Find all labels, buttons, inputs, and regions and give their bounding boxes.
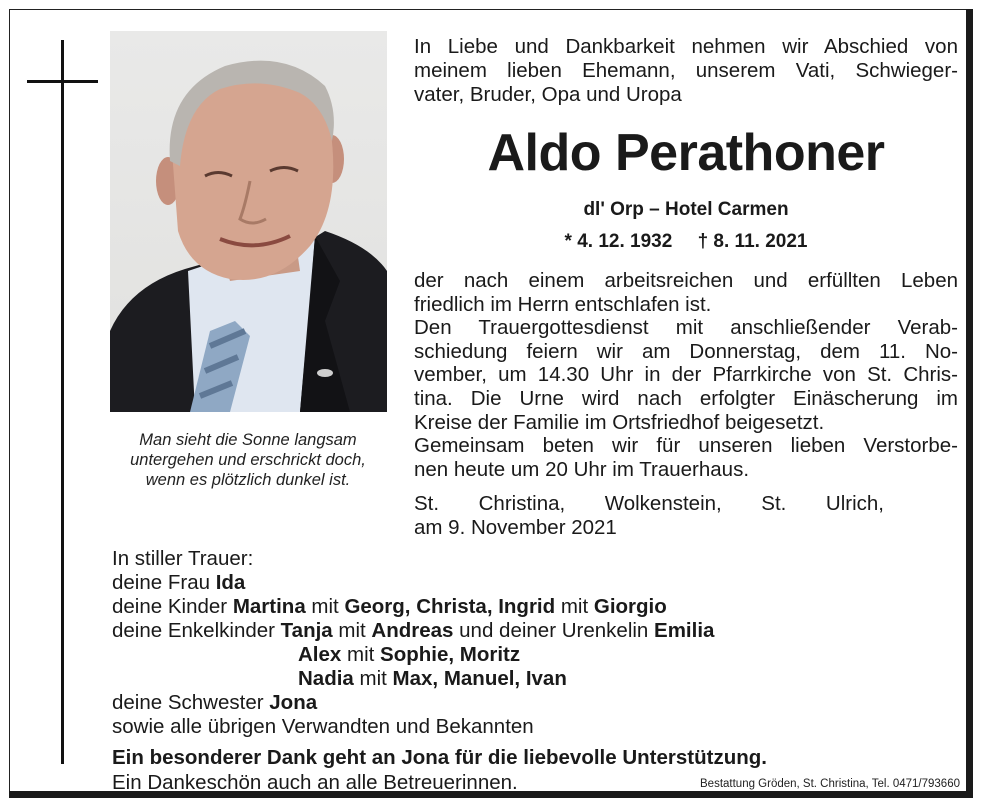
place-date <box>414 492 884 540</box>
mourner-row-grandchildren <box>112 619 912 643</box>
mourner-connector: mit <box>332 619 372 642</box>
frame-shadow-right <box>966 9 973 798</box>
mourner-connector: mit <box>353 667 393 690</box>
body-line: vember, um 14.30 Uhr in der Pfarrkirche von St. Chris- <box>414 363 958 387</box>
quote-line: Man sieht die Sonne langsam <box>139 431 357 449</box>
mourners-list <box>112 547 912 739</box>
intro-text <box>414 35 958 107</box>
mourner-relation: und deiner Urenkelin <box>453 619 655 642</box>
mourner-connector: mit <box>555 595 594 618</box>
body-line: Kreise der Familie im Ortsfriedhof beigesetzt. <box>414 410 825 434</box>
place-line: St. Christina, Wolkenstein, St. Ulrich, <box>414 492 884 515</box>
mourner-name: Alex <box>298 643 342 666</box>
deceased-name: Aldo Perathoner <box>487 124 885 182</box>
portrait-illustration <box>110 31 387 412</box>
death-date: † 8. 11. 2021 <box>697 231 808 252</box>
body-line: der nach einem arbeitsreichen und erfüllten Leben <box>414 269 958 292</box>
deceased-subtitle: dl' Orp – Hotel Carmen <box>583 199 789 220</box>
thanks-line: Ein Dankeschön auch an alle Betreuerinnen. <box>112 771 518 794</box>
mourner-name: Max, Manuel, Ivan <box>392 667 567 690</box>
mourner-name: Emilia <box>654 619 715 642</box>
mourner-name: Nadia <box>298 667 354 690</box>
mourner-relation: deine Kinder <box>112 595 233 618</box>
mourner-relation: deine Frau <box>112 571 216 594</box>
body-line: tina. Die Urne wird nach erfolgter Einäscherung im <box>414 386 958 410</box>
mourner-name: Tanja <box>280 619 333 642</box>
mourner-connector: mit <box>305 595 345 618</box>
funeral-home-credit: Bestattung Gröden, St. Christina, Tel. 0471/793660 <box>700 778 960 790</box>
mourner-relation: deine Schwester <box>112 691 270 714</box>
mourner-name: Martina <box>232 595 306 618</box>
intro-line: vater, Bruder, Opa und Uropa <box>414 83 682 106</box>
mourner-name: Andreas <box>371 619 454 642</box>
mourner-row-grandchild <box>112 643 912 667</box>
quote <box>106 430 390 490</box>
mourner-row-children <box>112 595 912 619</box>
mourner-name: Georg, Christa, Ingrid <box>344 595 556 618</box>
body-line: Gemeinsam beten wir für unseren lieben Verstorbe- <box>414 434 958 458</box>
quote-line: untergehen und erschrickt doch, <box>130 451 366 469</box>
mourner-relation: deine Enkelkinder <box>112 619 281 642</box>
mourner-row-others: sowie alle übrigen Verwandten und Bekannten <box>112 715 534 738</box>
mourner-name: Ida <box>215 571 246 594</box>
body-line: schiedung feiern wir am Donnerstag, dem 11. No- <box>414 339 958 363</box>
body-line: friedlich im Herrn entschlafen ist. <box>414 292 712 316</box>
mourner-row-sister <box>112 691 912 715</box>
mourner-name: Sophie, Moritz <box>380 643 521 666</box>
portrait-photo <box>110 31 387 412</box>
cross-icon <box>61 40 64 764</box>
mourners-heading: In stiller Trauer: <box>112 547 254 570</box>
mourner-connector: mit <box>341 643 381 666</box>
life-dates <box>414 230 958 254</box>
announcement-body <box>414 269 958 481</box>
mourner-row-wife <box>112 571 912 595</box>
quote-line: wenn es plötzlich dunkel ist. <box>145 471 351 489</box>
intro-line: meinem lieben Ehemann, unserem Vati, Schwieger- <box>414 59 958 82</box>
birth-date: * 4. 12. 1932 <box>564 231 673 252</box>
date-line: am 9. November 2021 <box>414 516 617 539</box>
cross-icon-bar <box>27 80 98 83</box>
mourner-name: Giorgio <box>593 595 667 618</box>
intro-line: In Liebe und Dankbarkeit nehmen wir Abschied von <box>414 35 958 58</box>
body-line: Den Trauergottesdienst mit anschließender Verab- <box>414 316 958 340</box>
mourner-row-grandchild <box>112 667 912 691</box>
thanks-line-bold: Ein besonderer Dank geht an Jona für die liebevolle Unterstützung. <box>112 746 767 769</box>
body-line: nen heute um 20 Uhr im Trauerhaus. <box>414 457 750 481</box>
mourner-name: Jona <box>269 691 318 714</box>
